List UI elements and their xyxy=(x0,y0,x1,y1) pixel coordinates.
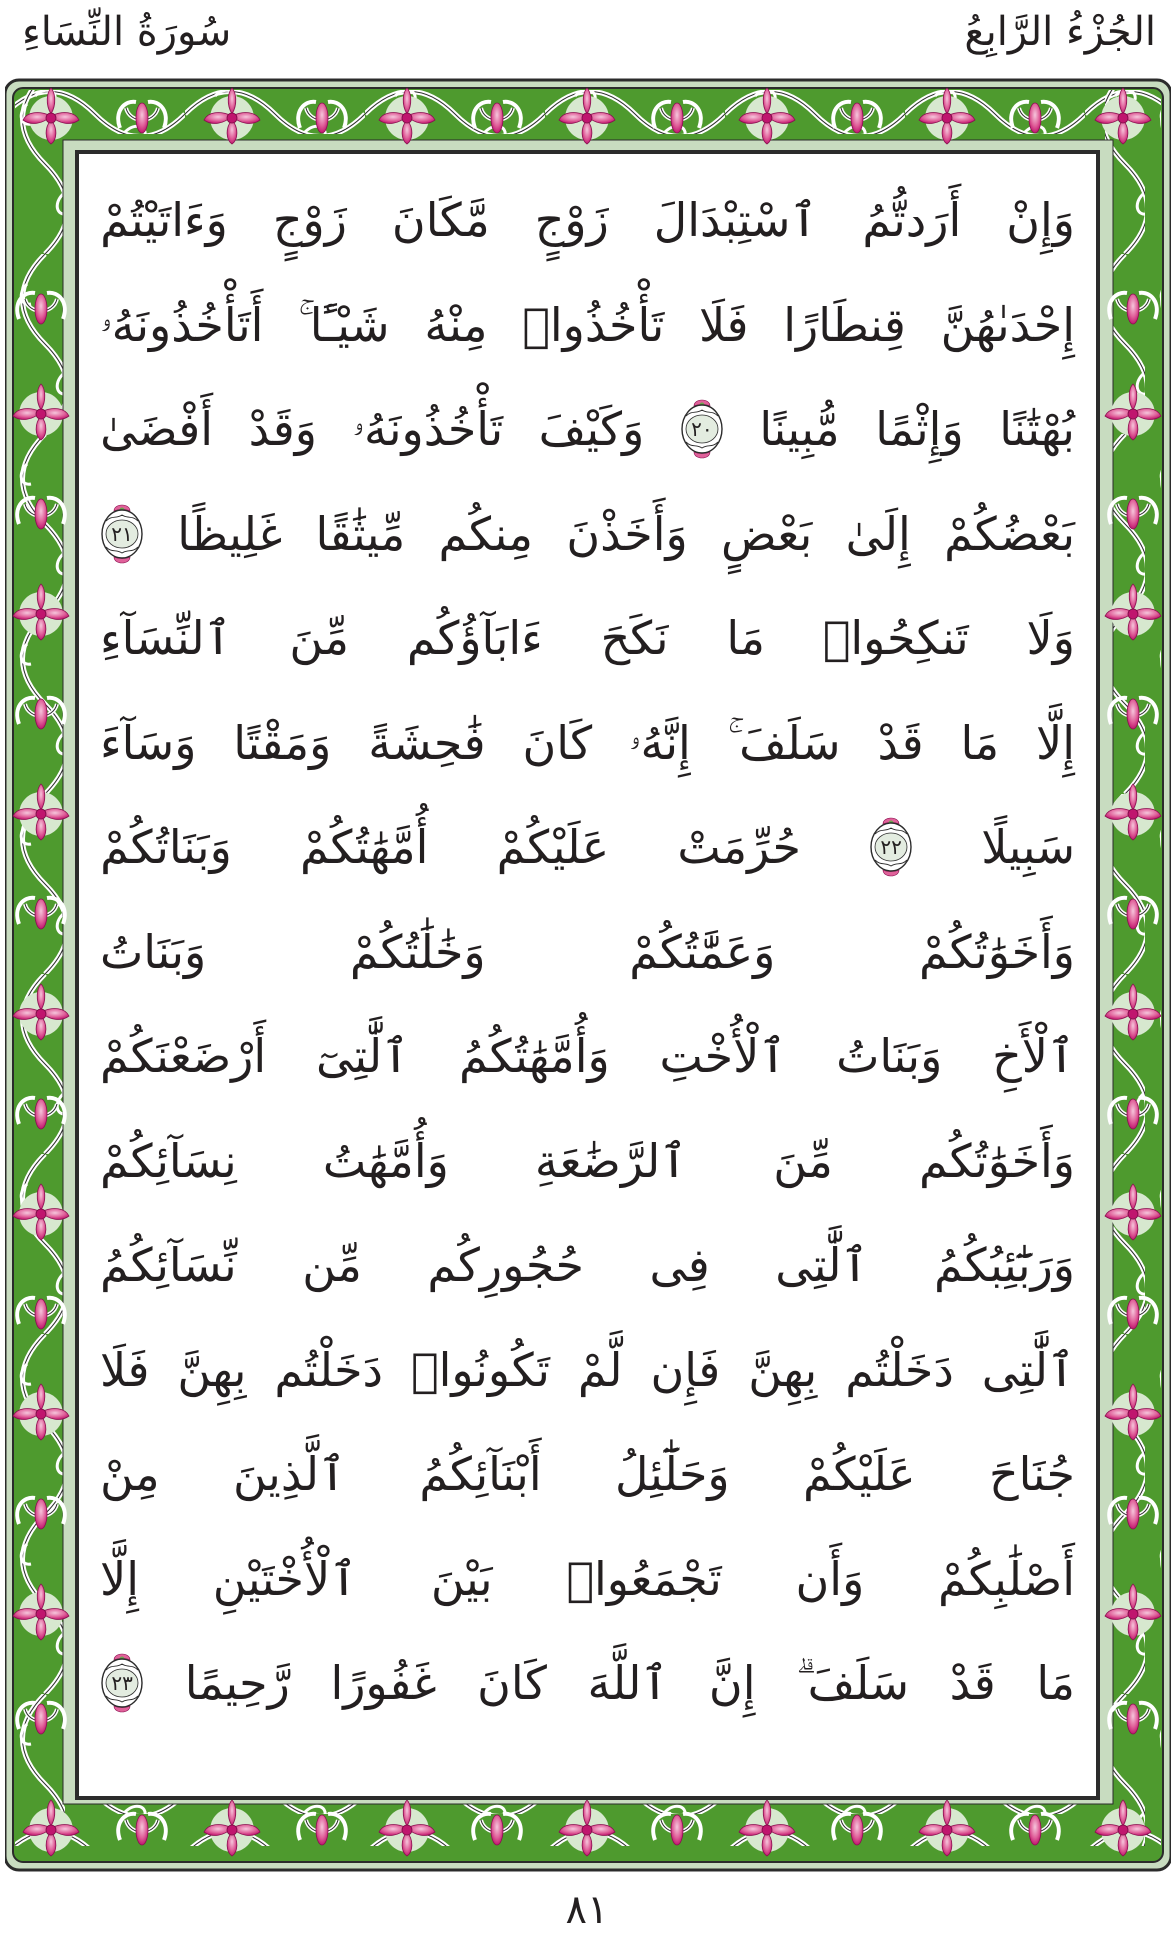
word: فَلَا xyxy=(699,297,749,352)
word: رَّحِيمًا xyxy=(184,1656,290,1711)
word: دَخَلْتُم xyxy=(845,1342,954,1397)
word: قِنطَارًا xyxy=(783,297,906,352)
word: مِّن xyxy=(302,1238,362,1293)
text-line xyxy=(100,1631,1075,1736)
word: أَتَأْخُذُونَهُۥ xyxy=(100,297,264,352)
text-line xyxy=(100,1318,1075,1423)
word: أَبْنَآئِكُمُ xyxy=(419,1447,542,1502)
word: تَكُونُوا۟ xyxy=(410,1342,550,1397)
word: لَّمْ xyxy=(577,1342,623,1397)
word: وَسَآءَ xyxy=(100,715,197,770)
word: وَءَاتَيْتُمْ xyxy=(100,193,228,248)
word: وَأُمَّهَٰتُ xyxy=(322,1133,449,1188)
word: سَلَفَ ۗ xyxy=(796,1656,909,1711)
word: وَأَخَوَٰتُكُم xyxy=(918,1133,1075,1188)
word: مِّنَ xyxy=(773,1133,833,1188)
text-line xyxy=(100,900,1075,1005)
word: بَيْنَ xyxy=(430,1551,493,1606)
word: قَدْ xyxy=(949,1656,996,1711)
ayah-number: ٢٠ xyxy=(691,417,713,442)
word: أَرَدتُّمُ xyxy=(862,193,962,248)
word: سَبِيلًا xyxy=(981,820,1075,875)
word: وَأَخَوَٰتُكُمْ xyxy=(918,924,1075,979)
word: جُنَاحَ xyxy=(988,1447,1075,1502)
word: كَانَ xyxy=(477,1656,547,1711)
word: فَلَا xyxy=(100,1342,150,1397)
ayah-marker xyxy=(100,1650,144,1716)
word: سَلَفَ ۚ xyxy=(727,715,841,770)
word: مُّبِينًا xyxy=(759,402,840,457)
word: إِلَّا xyxy=(100,1551,140,1606)
word: وَحَلَٰٓئِلُ xyxy=(615,1447,730,1502)
word: زَوْجٍ xyxy=(272,193,347,248)
ayah-marker xyxy=(869,814,913,880)
word: وَبَنَاتُ xyxy=(100,924,207,979)
word: أُمَّهَٰتُكُمْ xyxy=(299,820,429,875)
word: وَإِنْ xyxy=(1006,193,1075,248)
word: ٱلَّٰتِى xyxy=(775,1238,869,1293)
word: غَفُورًا xyxy=(330,1656,437,1711)
text-line xyxy=(100,1109,1075,1214)
word: وَكَيْفَ xyxy=(538,402,645,457)
word: ٱلَّٰتِىٓ xyxy=(315,1029,410,1084)
word: إِنَّهُۥ xyxy=(629,715,691,770)
word: ٱلْأُخْتِ xyxy=(659,1029,787,1084)
word: تَأْخُذُوا۟ xyxy=(522,297,665,352)
text-line xyxy=(100,168,1075,273)
ayah-number: ٢٢ xyxy=(880,835,902,860)
word: مِنكُم xyxy=(438,506,534,561)
word: ٱلنِّسَآءِ xyxy=(100,611,232,666)
word: ٱللَّهَ xyxy=(587,1656,669,1711)
word: عَلَيْكُمْ xyxy=(496,820,610,875)
word: وَأَخَذْنَ xyxy=(566,506,688,561)
word: إِلَىٰ xyxy=(845,506,911,561)
word: حُرِّمَتْ xyxy=(677,820,801,875)
text-line xyxy=(100,273,1075,378)
word: إِحْدَىٰهُنَّ xyxy=(940,297,1075,352)
word: مَّكَانَ xyxy=(391,193,490,248)
word: بُهْتَٰنًا xyxy=(999,402,1075,457)
text-line xyxy=(100,1004,1075,1109)
text-line xyxy=(100,691,1075,796)
page-number: ٨١ xyxy=(565,1887,609,1933)
word: ٱلَّٰتِى xyxy=(981,1342,1075,1397)
text-line xyxy=(100,795,1075,900)
word: وَرَبَٰٓئِبُكُمُ xyxy=(933,1238,1075,1293)
word: أَرْضَعْنَكُمْ xyxy=(100,1029,267,1084)
quran-text xyxy=(100,168,1075,1736)
word: غَلِيظًا xyxy=(177,506,283,561)
ayah-number: ٢٣ xyxy=(111,1671,133,1696)
text-line xyxy=(100,1422,1075,1527)
word: نِّسَآئِكُمُ xyxy=(100,1238,237,1293)
text-line xyxy=(100,586,1075,691)
word: وَبَنَاتُ xyxy=(836,1029,943,1084)
word: إِلَّا xyxy=(1035,715,1075,770)
word: تَجْمَعُوا۟ xyxy=(566,1551,722,1606)
word: بِهِنَّ xyxy=(177,1342,247,1397)
word: وَمَقْتًا xyxy=(233,715,332,770)
word: نَكَحَ xyxy=(600,611,669,666)
word: وَأُمَّهَٰتُكُمُ xyxy=(458,1029,610,1084)
word: زَوْجٍ xyxy=(534,193,609,248)
word: مَا xyxy=(1036,1656,1075,1711)
text-line xyxy=(100,377,1075,482)
word: فَٰحِشَةً xyxy=(368,715,486,770)
word: ٱلْأَخِ xyxy=(992,1029,1075,1084)
text-line xyxy=(100,1527,1075,1632)
text-line xyxy=(100,1213,1075,1318)
word: مِنْهُ xyxy=(424,297,488,352)
word: مِنْ xyxy=(100,1447,160,1502)
word: مَا xyxy=(726,611,765,666)
word: ٱلْأُخْتَيْنِ xyxy=(212,1551,358,1606)
word: مِّيثَٰقًا xyxy=(315,506,406,561)
juz-title: الجُزْءُ الرَّابِعُ xyxy=(964,9,1156,55)
word: وَلَا xyxy=(1026,611,1075,666)
word: ءَابَآؤُكُم xyxy=(406,611,543,666)
word: ٱلَّذِينَ xyxy=(233,1447,346,1502)
word: مَا xyxy=(960,715,1000,770)
word: إِنَّ xyxy=(708,1656,756,1711)
word: أَصْلَٰبِكُمْ xyxy=(938,1551,1075,1606)
ayah-marker xyxy=(100,501,144,567)
word: حُجُورِكُم xyxy=(427,1238,584,1293)
word: نِسَآئِكُمْ xyxy=(100,1133,237,1188)
word: فِى xyxy=(649,1238,710,1293)
surah-title: سُورَةُ النِّسَاءِ xyxy=(22,9,232,55)
word: وَبَنَاتُكُمْ xyxy=(100,820,232,875)
text-line xyxy=(100,482,1075,587)
word: تَأْخُذُونَهُۥ xyxy=(352,402,504,457)
word: وَإِثْمًا xyxy=(875,402,964,457)
word: قَدْ xyxy=(877,715,924,770)
word: وَخَٰلَٰتُكُمْ xyxy=(349,924,486,979)
ayah-number: ٢١ xyxy=(111,521,133,546)
word: وَعَمَّٰتُكُمْ xyxy=(629,924,776,979)
word: عَلَيْكُمْ xyxy=(803,1447,916,1502)
word: مِّنَ xyxy=(289,611,350,666)
word: كَانَ xyxy=(522,715,593,770)
word: تَنكِحُوا۟ xyxy=(822,611,969,666)
word: ٱلرَّضَٰعَةِ xyxy=(534,1133,688,1188)
word: وَقَدْ xyxy=(248,402,317,457)
word: أَفْضَىٰ xyxy=(100,402,214,457)
ayah-marker xyxy=(680,396,724,462)
word: شَيْـًٔا ۚ xyxy=(298,297,390,352)
word: بَعْضُكُمْ xyxy=(944,506,1075,561)
word: دَخَلْتُم xyxy=(274,1342,384,1397)
word: بَعْضٍ xyxy=(721,506,813,561)
word: وَأَن xyxy=(795,1551,865,1606)
word: بِهِنَّ xyxy=(748,1342,818,1397)
word: فَإِن xyxy=(650,1342,721,1397)
word: ٱسْتِبْدَالَ xyxy=(653,193,818,248)
